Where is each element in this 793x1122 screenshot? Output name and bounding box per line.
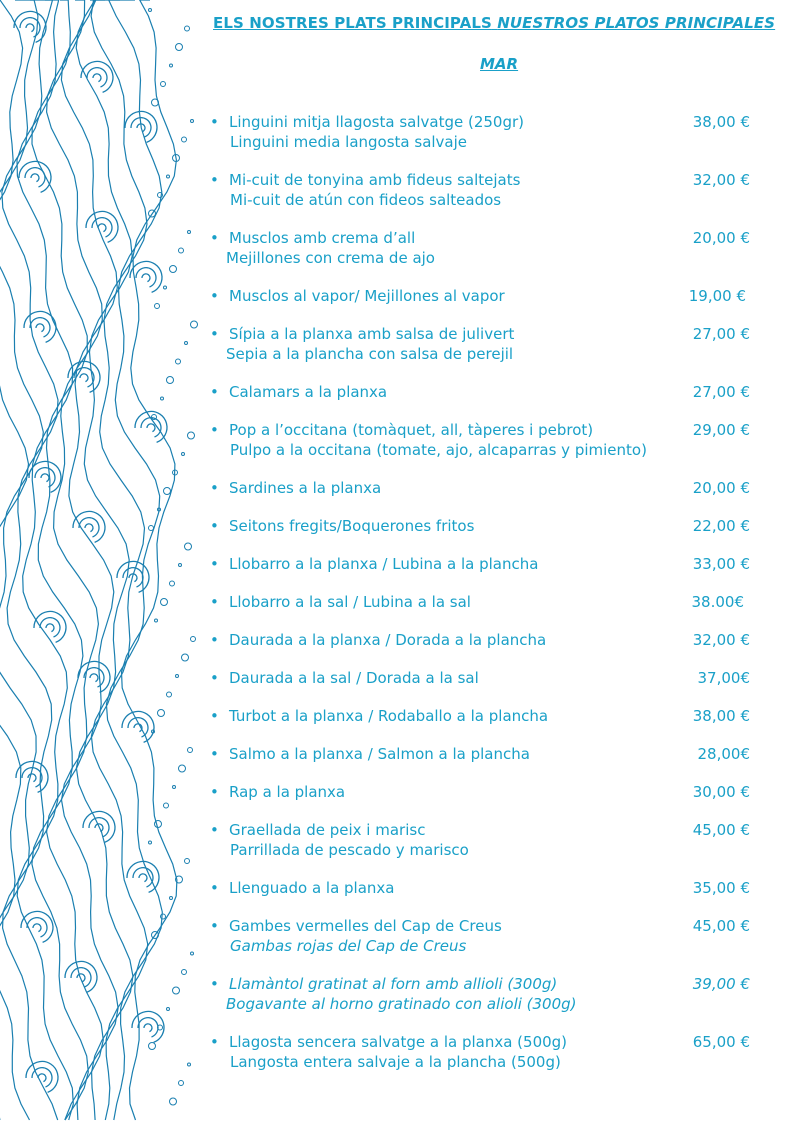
- item-name: Salmo a la planxa / Salmon a la plancha: [229, 745, 530, 763]
- item-name: Linguini mitja llagosta salvatge (250gr): [229, 113, 525, 131]
- item-name-es: Langosta entera salvaje a la plancha (500g): [230, 1053, 561, 1071]
- section-title: MAR: [480, 55, 519, 73]
- bullet-icon: •: [210, 917, 219, 935]
- item-price: 32,00 €: [692, 171, 750, 189]
- item-name: Seitons fregits/Boquerones fritos: [229, 517, 475, 535]
- item-name: Daurada a la sal / Dorada a la sal: [229, 669, 479, 687]
- menu-item: [210, 286, 770, 324]
- menu-item: [210, 228, 770, 286]
- bullet-icon: •: [210, 325, 219, 343]
- menu-item: [210, 382, 770, 420]
- item-price: 28,00€: [697, 745, 750, 763]
- bullet-icon: •: [210, 171, 219, 189]
- item-price: 19,00 €: [688, 287, 746, 305]
- wave-pattern: [0, 0, 200, 1122]
- item-name-es: Gambas rojas del Cap de Creus: [230, 937, 467, 955]
- bullet-icon: •: [210, 1033, 219, 1051]
- menu-item: [210, 324, 770, 382]
- menu-item: [210, 782, 770, 820]
- menu-item: [210, 170, 770, 228]
- bullet-icon: •: [210, 555, 219, 573]
- item-name: Calamars a la planxa: [229, 383, 388, 401]
- menu-item: [210, 554, 770, 592]
- menu-item: [210, 744, 770, 782]
- item-name-es: Mejillones con crema de ajo: [226, 249, 435, 267]
- menu-item: [210, 1032, 770, 1090]
- item-name-es: Sepia a la plancha con salsa de perejil: [226, 345, 514, 363]
- item-name: Pop a l’occitana (tomàquet, all, tàperes i pebrot): [229, 421, 594, 439]
- title-spanish: NUESTROS PLATOS PRINCIPALES: [497, 14, 776, 32]
- item-price: 38.00€: [691, 593, 744, 611]
- item-name-es: Linguini media langosta salvaje: [230, 133, 468, 151]
- item-price: 65,00 €: [692, 1033, 750, 1051]
- item-price: 22,00 €: [692, 517, 750, 535]
- bullet-icon: •: [210, 975, 219, 993]
- menu-item: [210, 112, 770, 170]
- item-name: Llobarro a la planxa / Lubina a la plancha: [229, 555, 539, 573]
- bullet-icon: •: [210, 229, 219, 247]
- item-name: Llenguado a la planxa: [229, 879, 395, 897]
- menu-item: [210, 668, 770, 706]
- bullet-icon: •: [210, 383, 219, 401]
- menu-list: [210, 112, 770, 1090]
- item-name-es: Parrillada de pescado y marisco: [230, 841, 469, 859]
- item-price: 27,00 €: [692, 383, 750, 401]
- bullet-icon: •: [210, 745, 219, 763]
- menu-item: [210, 706, 770, 744]
- menu-item: [210, 974, 770, 1032]
- item-name: Mi-cuit de tonyina amb fideus saltejats: [229, 171, 521, 189]
- menu-item: [210, 516, 770, 554]
- bullet-icon: •: [210, 517, 219, 535]
- menu-item: [210, 478, 770, 516]
- item-price: 20,00 €: [692, 479, 750, 497]
- menu-item: [210, 592, 770, 630]
- menu-item: [210, 878, 770, 916]
- item-name: Graellada de peix i marisc: [229, 821, 426, 839]
- item-price: 20,00 €: [692, 229, 750, 247]
- bullet-icon: •: [210, 783, 219, 801]
- bullet-icon: •: [210, 421, 219, 439]
- bullet-icon: •: [210, 287, 219, 305]
- item-name: Daurada a la planxa / Dorada a la plancha: [229, 631, 547, 649]
- bullet-icon: •: [210, 479, 219, 497]
- bullet-icon: •: [210, 879, 219, 897]
- item-name: Llobarro a la sal / Lubina a la sal: [229, 593, 471, 611]
- bullet-icon: •: [210, 631, 219, 649]
- item-price: 45,00 €: [692, 821, 750, 839]
- bullet-icon: •: [210, 593, 219, 611]
- item-name-es: Bogavante al horno gratinado con alioli (300g): [226, 995, 577, 1013]
- title-catalan: ELS NOSTRES PLATS PRINCIPALS: [213, 14, 492, 32]
- bullet-icon: •: [210, 707, 219, 725]
- item-name: Musclos al vapor/ Mejillones al vapor: [229, 287, 505, 305]
- menu-item: [210, 420, 770, 478]
- item-price: 30,00 €: [692, 783, 750, 801]
- item-name: Llamàntol gratinat al forn amb allioli (300g): [229, 975, 558, 993]
- menu-item: [210, 916, 770, 974]
- item-name: Turbot a la planxa / Rodaballo a la plancha: [229, 707, 549, 725]
- item-price: 32,00 €: [692, 631, 750, 649]
- item-price: 27,00 €: [692, 325, 750, 343]
- bullet-icon: •: [210, 821, 219, 839]
- item-name-es: Pulpo a la occitana (tomate, ajo, alcaparras y pimiento): [230, 441, 647, 459]
- item-name: Rap a la planxa: [229, 783, 346, 801]
- item-price: 29,00 €: [692, 421, 750, 439]
- item-name-es: Mi-cuit de atún con fideos salteados: [230, 191, 502, 209]
- item-price: 33,00 €: [692, 555, 750, 573]
- bullet-icon: •: [210, 113, 219, 131]
- item-name: Sardines a la planxa: [229, 479, 382, 497]
- item-price: 38,00 €: [692, 113, 750, 131]
- item-price: 38,00 €: [692, 707, 750, 725]
- bullet-icon: •: [210, 669, 219, 687]
- menu-item: [210, 630, 770, 668]
- item-name: Musclos amb crema d’all: [229, 229, 416, 247]
- page-title: [213, 14, 783, 32]
- menu-item: [210, 820, 770, 878]
- item-name: Llagosta sencera salvatge a la planxa (500g): [229, 1033, 568, 1051]
- item-name: Gambes vermelles del Cap de Creus: [229, 917, 502, 935]
- item-price: 35,00 €: [692, 879, 750, 897]
- item-price: 45,00 €: [692, 917, 750, 935]
- item-price: 39,00 €: [692, 975, 750, 993]
- item-name: Sípia a la planxa amb salsa de julivert: [229, 325, 515, 343]
- item-price: 37,00€: [697, 669, 750, 687]
